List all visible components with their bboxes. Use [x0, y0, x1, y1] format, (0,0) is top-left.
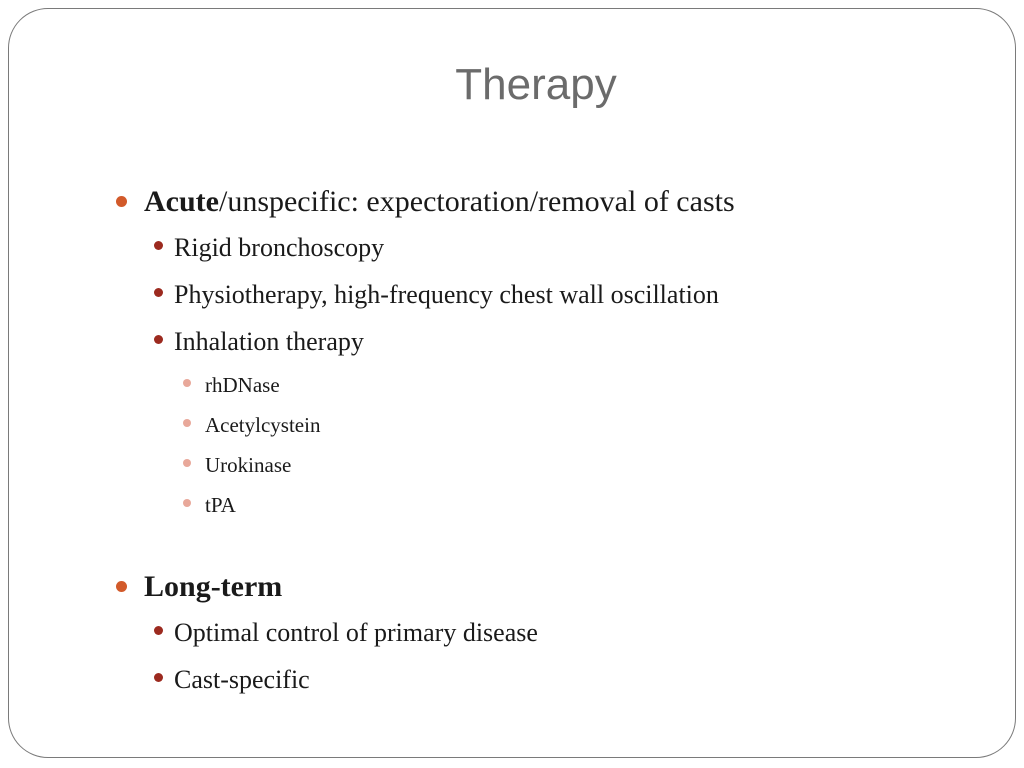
bullet-dot-icon — [183, 499, 191, 507]
inhalation-item-rhdnase: rhDNase — [205, 373, 280, 397]
acute-item-rigid-bronchoscopy: Rigid bronchoscopy — [174, 233, 385, 262]
bullet-dot-icon — [154, 241, 163, 250]
spacer — [110, 525, 970, 565]
bullet-dot-icon — [154, 335, 163, 344]
acute-item-physiotherapy: Physiotherapy, high-frequency chest wall oscillation — [174, 280, 719, 309]
bullet-list — [110, 180, 970, 703]
bullet-dot-icon — [116, 581, 127, 592]
bullet-dot-icon — [183, 459, 191, 467]
list-item — [110, 365, 970, 405]
list-item — [110, 224, 970, 271]
inhalation-item-acetylcystein: Acetylcystein — [205, 413, 321, 437]
long-term-item-optimal-control: Optimal control of primary disease — [174, 618, 538, 647]
list-item — [110, 656, 970, 703]
list-item — [110, 485, 970, 525]
list-item — [110, 318, 970, 365]
acute-heading: Acute — [144, 185, 219, 218]
bullet-dot-icon — [154, 626, 163, 635]
inhalation-item-tpa: tPA — [205, 493, 236, 517]
list-item — [110, 271, 970, 318]
bullet-dot-icon — [183, 379, 191, 387]
bullet-dot-icon — [154, 288, 163, 297]
bullet-acute — [110, 180, 970, 224]
acute-description: /unspecific: expectoration/removal of casts — [218, 185, 735, 218]
bullet-long-term — [110, 565, 970, 609]
bullet-dot-icon — [183, 419, 191, 427]
slide-title: Therapy — [455, 60, 617, 109]
bullet-dot-icon — [154, 673, 163, 682]
acute-item-inhalation-therapy: Inhalation therapy — [174, 327, 364, 356]
inhalation-item-urokinase: Urokinase — [205, 453, 292, 477]
list-item — [110, 405, 970, 445]
bullet-dot-icon — [116, 196, 127, 207]
long-term-item-cast-specific: Cast-specific — [174, 665, 310, 694]
long-term-heading: Long-term — [144, 570, 283, 603]
list-item — [110, 609, 970, 656]
list-item — [110, 445, 970, 485]
